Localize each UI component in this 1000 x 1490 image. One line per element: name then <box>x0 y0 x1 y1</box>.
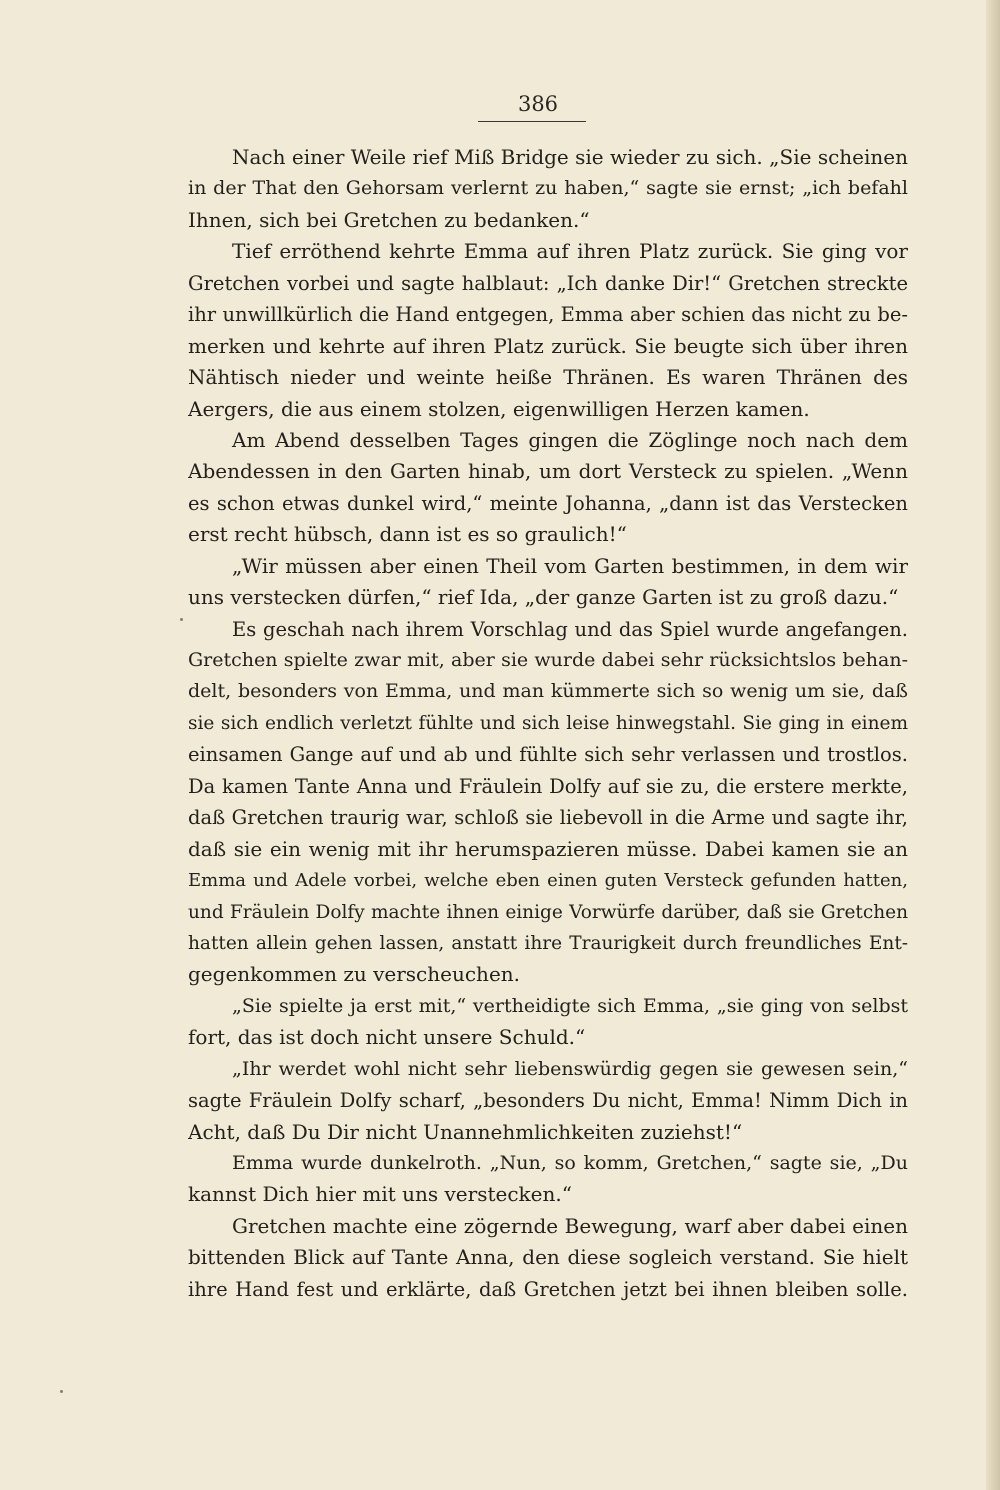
text-line: ihr unwillkürlich die Hand entgegen, Emma aber schien das nicht zu be- <box>188 303 908 327</box>
text-line: in der That den Gehorsam verlernt zu haben,“ sagte sie ernst; „ich befahl <box>188 177 908 200</box>
text-line: Acht, daß Du Dir nicht Unannehmlichkeiten zuziehst!“ <box>188 1119 743 1144</box>
text-line: sagte Fräulein Dolfy scharf, „besonders Du nicht, Emma! Nimm Dich in <box>188 1089 908 1113</box>
body-text <box>188 142 908 1305</box>
text-line: es schon etwas dunkel wird,“ meinte Johanna, „dann ist das Verstecken <box>188 491 908 515</box>
text-line: Nähtisch nieder und weinte heiße Thränen. Es waren Thränen des <box>188 365 908 390</box>
text-line: hatten allein gehen lassen, anstatt ihre Traurigkeit durch freundliches Ent- <box>188 932 908 954</box>
paper-speck <box>180 618 183 621</box>
page-number: 386 <box>517 92 559 116</box>
text-line: Es geschah nach ihrem Vorschlag und das Spiel wurde angefangen. <box>232 617 908 641</box>
text-line: Abendessen in den Garten hinab, um dort Versteck zu spielen. „Wenn <box>188 459 908 484</box>
text-line: gegenkommen zu verscheuchen. <box>188 962 521 987</box>
text-line: Gretchen machte eine zögernde Bewegung, warf aber dabei einen <box>232 1213 908 1238</box>
text-line: sie sich endlich verletzt fühlte und sich leise hinwegstahl. Sie ging in einem <box>188 712 908 734</box>
text-line: „Ihr werdet wohl nicht sehr liebenswürdig gegen sie gewesen sein,“ <box>232 1057 908 1080</box>
text-line: uns verstecken dürfen,“ rief Ida, „der ganze Garten ist zu groß dazu.“ <box>188 585 899 610</box>
text-line: ihre Hand fest und erklärte, daß Gretchen jetzt bei ihnen bleiben solle. <box>188 1277 908 1301</box>
text-line: bittenden Blick auf Tante Anna, den diese sogleich verstand. Sie hielt <box>188 1245 908 1270</box>
text-line: erst recht hübsch, dann ist es so graulich!“ <box>188 522 627 547</box>
text-line: Gretchen vorbei und sagte halblaut: „Ich danke Dir!“ Gretchen streckte <box>188 271 908 295</box>
text-line: Am Abend desselben Tages gingen die Zöglinge noch nach dem <box>232 427 908 452</box>
text-line: merken und kehrte auf ihren Platz zurück. Sie beugte sich über ihren <box>188 333 908 358</box>
text-line: fort, das ist doch nicht unsere Schuld.“ <box>188 1025 586 1050</box>
text-line: Nach einer Weile rief Miß Bridge sie wieder zu sich. „Sie scheinen <box>232 145 908 169</box>
text-line: delt, besonders von Emma, und man kümmerte sich so wenig um sie, daß <box>188 680 908 703</box>
text-line: Gretchen spielte zwar mit, aber sie wurde dabei sehr rücksichtslos behan- <box>188 649 908 671</box>
page-number-rule <box>478 121 586 122</box>
text-line: Da kamen Tante Anna und Fräulein Dolfy auf sie zu, die erstere merkte, <box>188 774 908 798</box>
text-line: Emma wurde dunkelroth. „Nun, so komm, Gretchen,“ sagte sie, „Du <box>232 1152 908 1174</box>
text-line: daß sie ein wenig mit ihr herumspazieren müsse. Dabei kamen sie an <box>188 836 908 861</box>
text-line: kannst Dich hier mit uns verstecken.“ <box>188 1182 572 1207</box>
text-line: Tief erröthend kehrte Emma auf ihren Platz zurück. Sie ging vor <box>232 239 908 264</box>
page-edge <box>986 0 1000 1490</box>
text-line: „Wir müssen aber einen Theil vom Garten bestimmen, in dem wir <box>232 553 908 578</box>
text-line: Emma und Adele vorbei, welche eben einen guten Versteck gefunden hatten, <box>188 870 908 892</box>
text-line: und Fräulein Dolfy machte ihnen einige Vorwürfe darüber, daß sie Gretchen <box>188 901 908 923</box>
paper-speck <box>60 1390 63 1393</box>
text-line: Aergers, die aus einem stolzen, eigenwilligen Herzen kamen. <box>188 396 810 421</box>
text-line: einsamen Gange auf und ab und fühlte sich sehr verlassen und trostlos. <box>188 743 908 767</box>
text-line: daß Gretchen traurig war, schloß sie liebevoll in die Arme und sagte ihr, <box>188 806 908 830</box>
text-line: „Sie spielte ja erst mit,“ vertheidigte sich Emma, „sie ging von selbst <box>232 994 908 1017</box>
text-line: Ihnen, sich bei Gretchen zu bedanken.“ <box>188 207 590 232</box>
